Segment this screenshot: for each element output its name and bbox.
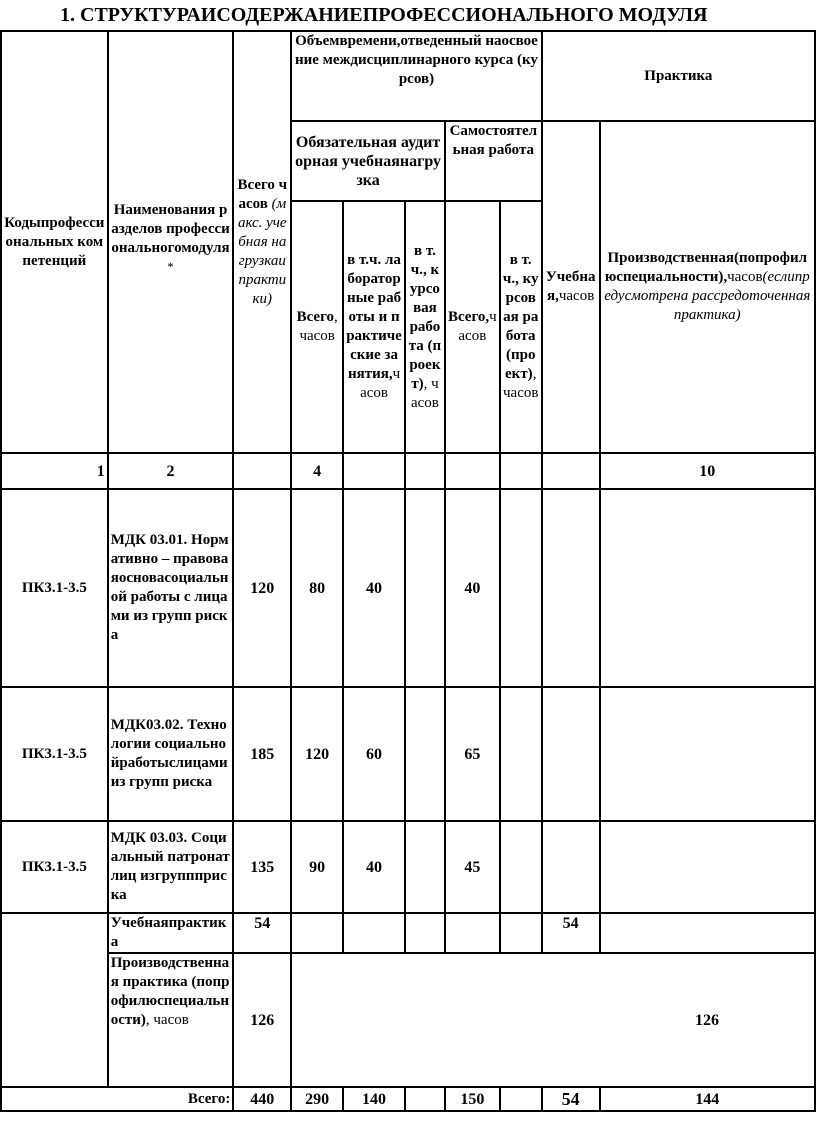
number-cell: 2 [108, 453, 234, 489]
self-total: 65 [445, 687, 500, 821]
total-hours: 126 [233, 953, 291, 1087]
empty-cell [291, 913, 343, 953]
number-cell [233, 453, 291, 489]
header-section-names: Наименования разделов профессиональногомодуля* [108, 31, 234, 453]
numbering-row [1, 453, 815, 489]
table-row-total [1, 1087, 815, 1111]
mandatory-course [405, 687, 445, 821]
mandatory-lab: 40 [343, 489, 405, 687]
self-total: 40 [445, 489, 500, 687]
total-hours: 135 [233, 821, 291, 913]
mandatory-course [405, 821, 445, 913]
empty-cell [600, 913, 815, 953]
header-self-total: Всего,часов [445, 201, 500, 453]
empty-cell [343, 913, 405, 953]
section-name: МДК 03.03. Социальный патронатлиц изгруппприска [108, 821, 234, 913]
mandatory-total: 290 [291, 1087, 343, 1111]
self-course [500, 1087, 542, 1111]
mandatory-course [405, 489, 445, 687]
total-hours: 54 [233, 913, 291, 953]
empty-cell [405, 913, 445, 953]
number-cell: 1 [1, 453, 108, 489]
table-row [1, 687, 815, 821]
module-structure-table [0, 30, 816, 1112]
mandatory-total: 120 [291, 687, 343, 821]
self-total: 150 [445, 1087, 500, 1111]
number-cell [542, 453, 600, 489]
production-practice [600, 687, 815, 821]
header-competence-codes: Кодыпрофессиональных компетенций [1, 31, 108, 453]
total-hours: 185 [233, 687, 291, 821]
header-volume: Объемвремени,отведенный наосвоение междисциплинарного курса (курсов) [291, 31, 541, 121]
competence-code: ПК3.1-3.5 [1, 489, 108, 687]
production-practice [600, 489, 815, 687]
section-name: МДК 03.01. Нормативно – правоваяосновасоциальной работы с лицами из групп риска [108, 489, 234, 687]
self-course [500, 687, 542, 821]
educational-practice [542, 687, 600, 821]
mandatory-lab: 140 [343, 1087, 405, 1111]
page-title: 1. СТРУКТУРАИСОДЕРЖАНИЕПРОФЕССИОНАЛЬНОГО МОДУЛЯ [60, 4, 708, 26]
number-cell [405, 453, 445, 489]
educational-practice: 54 [542, 913, 600, 953]
header-practice: Практика [542, 31, 815, 121]
mandatory-total: 80 [291, 489, 343, 687]
competence-code: ПК3.1-3.5 [1, 687, 108, 821]
mandatory-course [405, 1087, 445, 1111]
table-row-educational-practice [1, 913, 815, 953]
empty-cell [445, 913, 500, 953]
number-cell [500, 453, 542, 489]
self-course [500, 821, 542, 913]
header-mandatory-total: Всего,часов [291, 201, 343, 453]
number-cell: 4 [291, 453, 343, 489]
mandatory-lab: 40 [343, 821, 405, 913]
header-educational-practice: Учебная,часов [542, 121, 600, 453]
empty-cell [500, 913, 542, 953]
table-row [1, 821, 815, 913]
header-mandatory-course: в т.ч., курсовая работа (проект), часов [405, 201, 445, 453]
production-practice: 144 [600, 1087, 815, 1111]
section-name: Учебнаяпрактика [108, 913, 234, 953]
educational-practice: 54 [542, 1087, 600, 1111]
header-total-hours: Всего часов (макс. учебная нагрузкаи практики) [233, 31, 291, 453]
educational-practice [542, 821, 600, 913]
mandatory-lab: 60 [343, 687, 405, 821]
number-cell [445, 453, 500, 489]
section-name: Производственная практика (попрофилюспециальности), часов [108, 953, 234, 1087]
total-hours: 120 [233, 489, 291, 687]
empty-cell [1, 1087, 108, 1111]
self-course [500, 489, 542, 687]
header-mandatory-lab: в т.ч. лабораторные работы и практические занятия,часов [343, 201, 405, 453]
section-name: МДК03.02. Технологии социальнойработыслицами из групп риска [108, 687, 234, 821]
header-mandatory-load: Обязательная аудиторная учебнаянагрузка [291, 121, 445, 201]
mandatory-total: 90 [291, 821, 343, 913]
total-label: Всего: [108, 1087, 234, 1111]
total-hours: 440 [233, 1087, 291, 1111]
number-cell: 10 [600, 453, 815, 489]
header-self-work: Самостоятельная работа [445, 121, 542, 201]
header-self-course: в т.ч., курсовая работа (проект), часов [500, 201, 542, 453]
self-total: 45 [445, 821, 500, 913]
number-cell [343, 453, 405, 489]
educational-practice [542, 489, 600, 687]
production-practice [600, 821, 815, 913]
empty-code-cell [1, 913, 108, 1087]
table-row-production-practice [1, 953, 815, 1087]
header-production-practice: Производственная(попрофилюспециальности),часов(еслипредусмотрена рассредоточеннаяпрактика) [600, 121, 815, 453]
table-row [1, 489, 815, 687]
competence-code: ПК3.1-3.5 [1, 821, 108, 913]
production-practice: 126 [291, 953, 815, 1087]
